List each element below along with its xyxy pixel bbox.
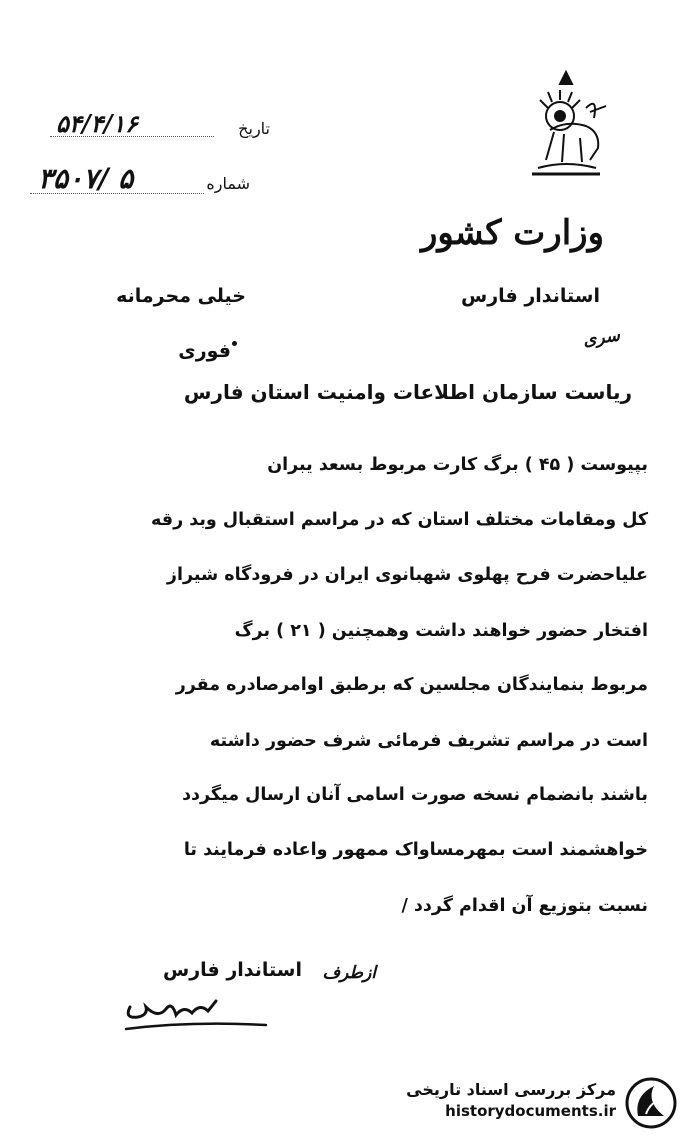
addressee-line: ریاست سازمان اطلاعات وامنیت استان فارس (183, 380, 632, 404)
signature-prefix: ازطرف (322, 963, 376, 983)
urgency-label: فوری (178, 340, 231, 362)
body-line: نسبت بتوزیع آن اقدام گردد / (401, 896, 648, 916)
handwritten-secret-mark: سری (581, 325, 622, 351)
classification-label: خیلی محرمانه (116, 285, 246, 307)
lion-and-sun-emblem-icon (520, 68, 612, 180)
number-label: شماره (206, 174, 250, 193)
bullet-dot (232, 341, 237, 346)
archive-logo-icon (624, 1076, 678, 1130)
body-line: افتخار حضور خواهند داشت وهمچنین ( ۲۱ ) برگ (234, 621, 648, 641)
number-field (30, 162, 250, 200)
governor-title: استاندار فارس (461, 285, 600, 307)
ministry-title: وزارت کشور (420, 213, 604, 253)
body-line: بپیوست ( ۴۵ ) برگ کارت مربوط بسعد یبران (267, 455, 648, 475)
footer-text (406, 1080, 616, 1120)
number-value: ۳۵۰۷/ ۵ (38, 162, 134, 195)
body-line: کل ومقامات مختلف استان که در مراسم استقبال وبد رقه (151, 510, 648, 530)
footer-org-name: مرکز بررسی اسناد تاریخی (406, 1080, 616, 1099)
archive-footer (398, 1076, 678, 1130)
footer-website: historydocuments.ir (445, 1102, 616, 1120)
body-line: خواهشمند است بمهرمساواک ممهور واعاده فرمایند تا (183, 840, 648, 860)
body-line: مربوط بنمایندگان مجلسین که برطبق اوامرصادره مقرر (175, 675, 648, 695)
body-line: باشند بانضمام نسخه صورت اسامی آنان ارسال میگردد (182, 785, 648, 805)
body-line: علیاحضرت فرح پهلوی شهبانوی ایران در فرودگاه شیراز (166, 565, 648, 585)
handwritten-signature (120, 985, 270, 1035)
date-label: تاریخ (238, 119, 270, 138)
date-value: ۵۴/۴/۱۶ (56, 109, 138, 138)
signature-block (120, 955, 380, 1035)
signature-title: استاندار فارس (163, 959, 302, 981)
date-field (50, 109, 270, 145)
body-line: است در مراسم تشریف فرمائی شرف حضور داشته (209, 731, 648, 751)
